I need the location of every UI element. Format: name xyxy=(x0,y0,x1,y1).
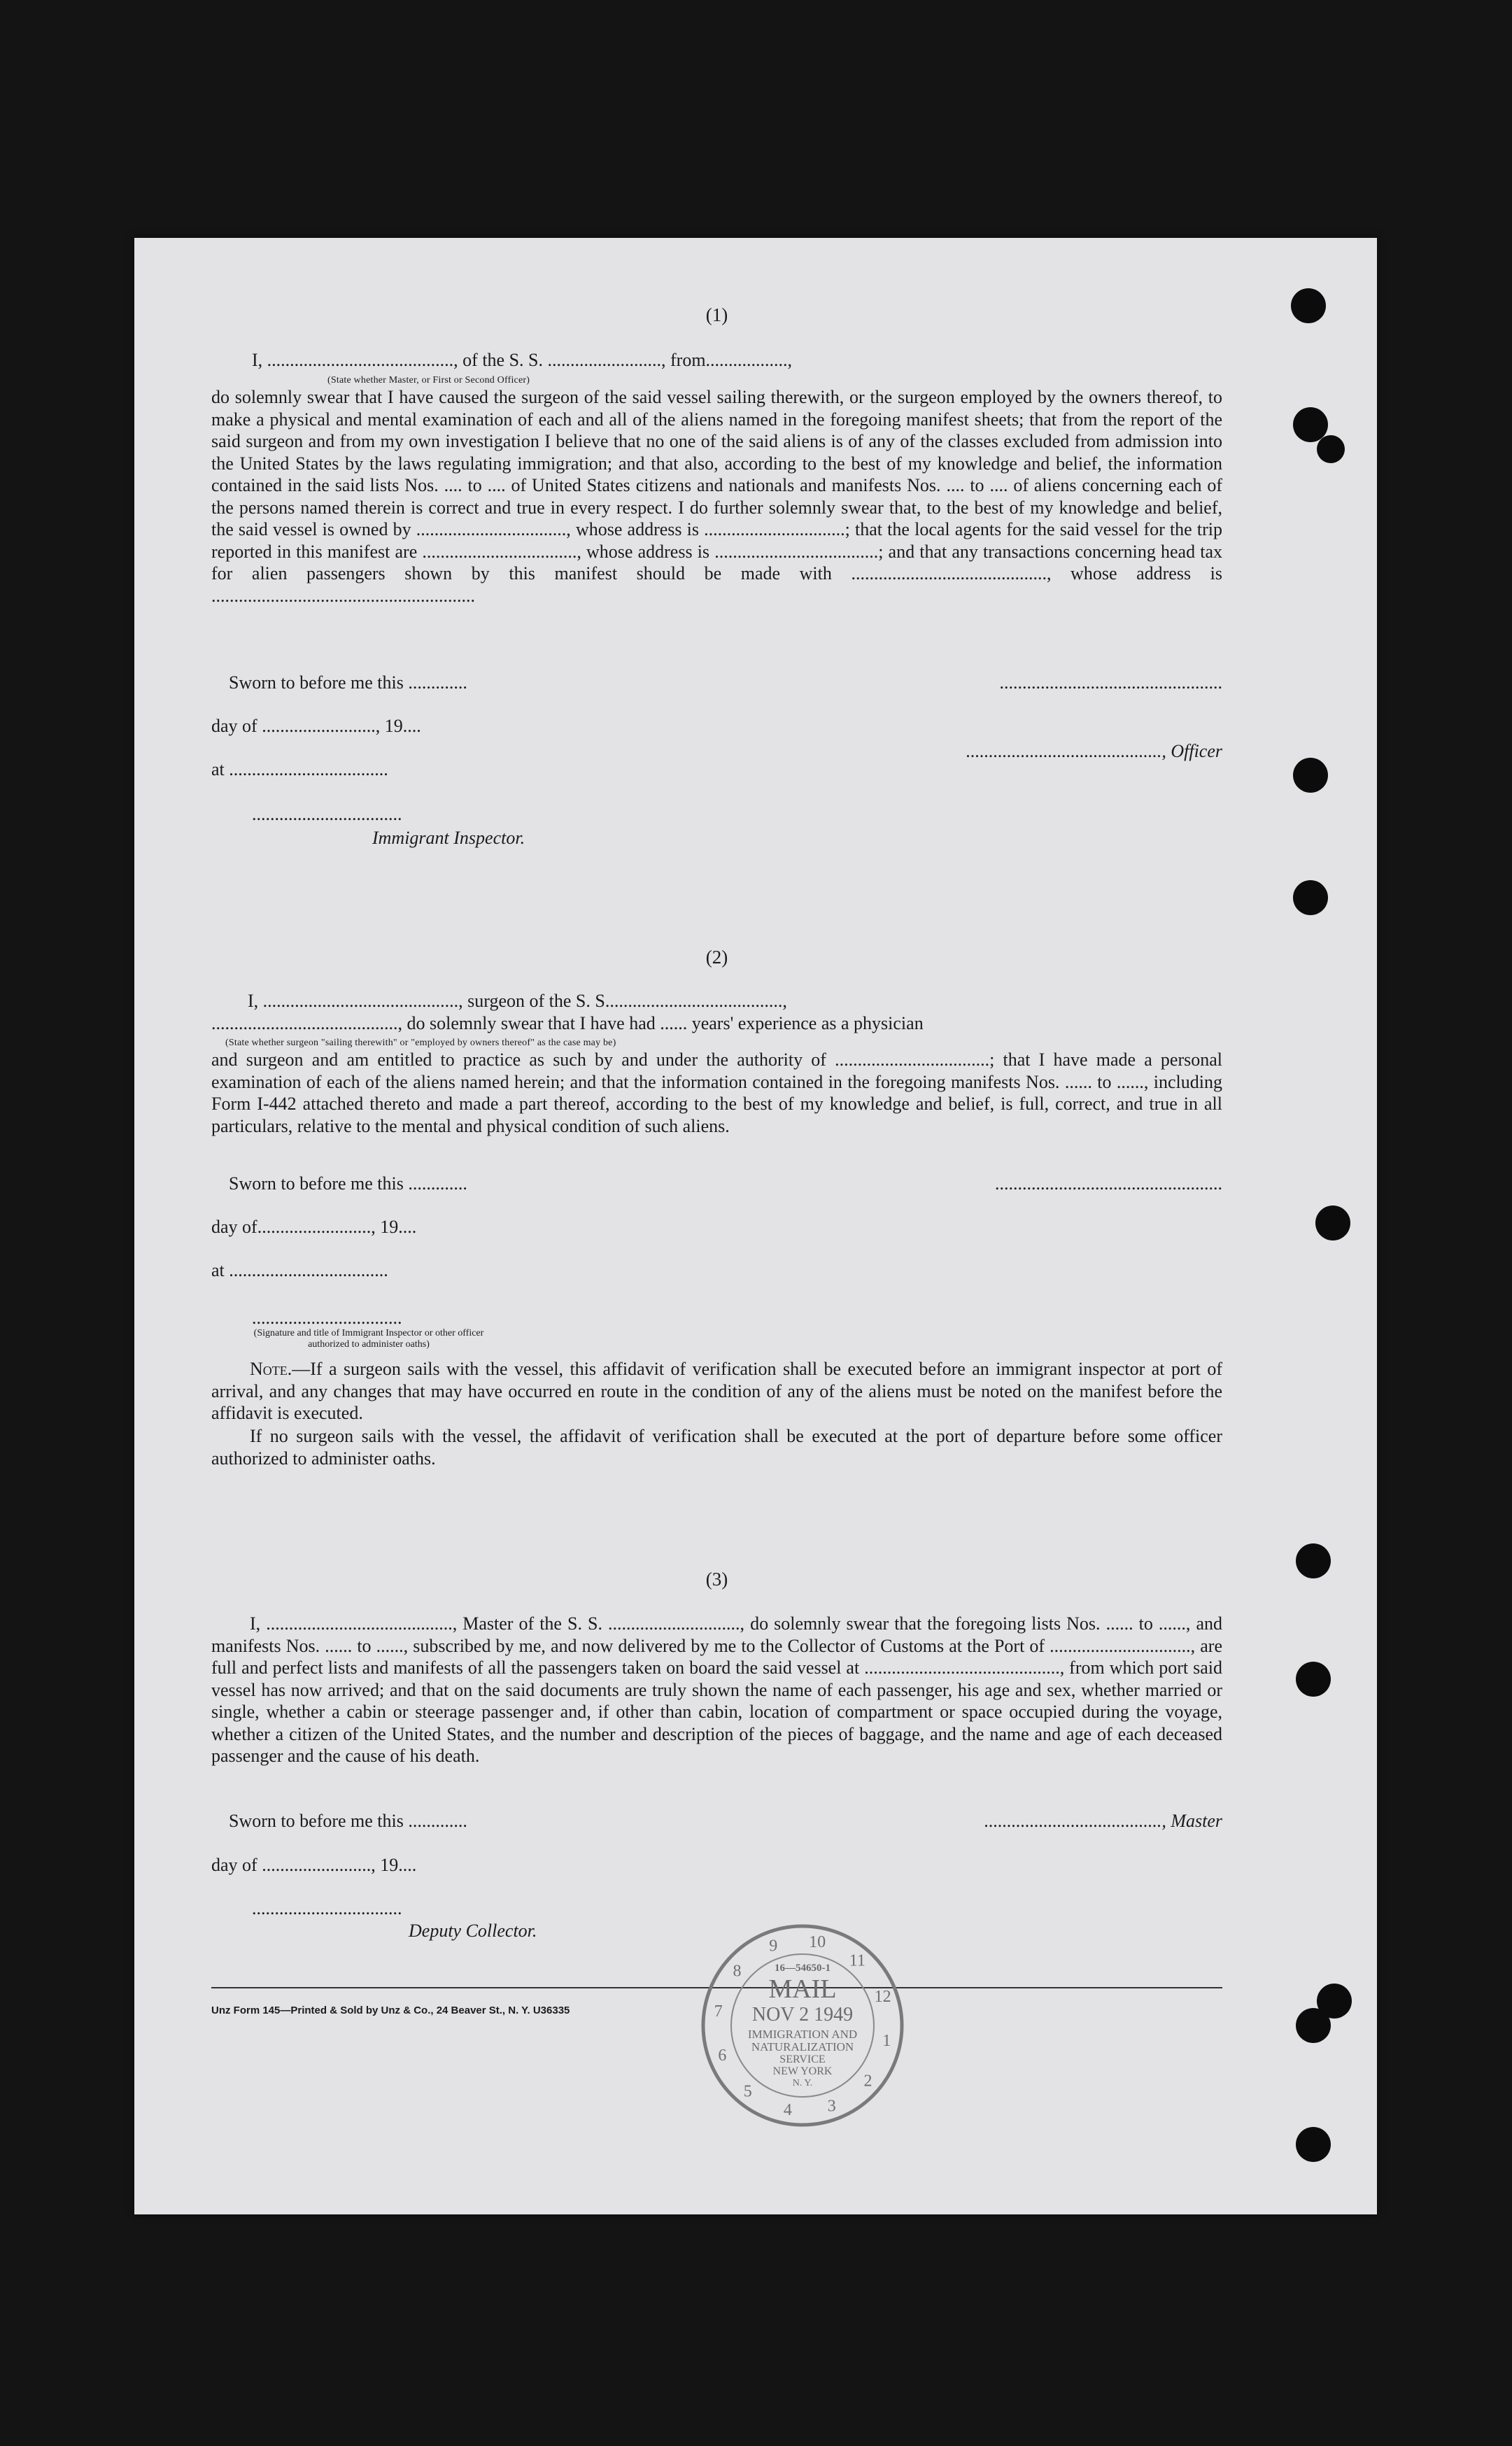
section-2-note-second: If no surgeon sails with the vessel, the affidavit of verification shall be executed at the port of departure before some officer authorized to administer oaths. xyxy=(211,1426,1222,1469)
section-1-number: (1) xyxy=(705,304,728,325)
stamp-digit: 6 xyxy=(718,2046,727,2065)
section-2-experience-line: ........................................., do solemnly swear that I have had ...... years' experience as a physician xyxy=(211,1013,924,1033)
section-2-sworn-signature: .................................................. xyxy=(995,1173,1222,1194)
stamp-line-5: N. Y. xyxy=(792,2078,813,2088)
stamp-digit: 4 xyxy=(783,2101,792,2120)
section-1-sworn-signature: ................................................. xyxy=(999,672,1222,693)
stamp-digit: 8 xyxy=(733,1962,742,1981)
section-2-note xyxy=(211,1358,1222,1425)
section-2-surgeon-line: I, ..........................................., surgeon of the S. S......................................., xyxy=(248,991,787,1011)
section-3-collector-signature: ................................. xyxy=(252,1898,402,1918)
section-3-sworn: Sworn to before me this ............. xyxy=(229,1811,467,1831)
stamp-digit: 5 xyxy=(743,2082,752,2101)
section-2-day: day of........................., 19.... xyxy=(211,1217,417,1237)
stamp-digit: 11 xyxy=(849,1951,865,1970)
stamp-digit: 9 xyxy=(769,1937,778,1956)
mail-received-stamp xyxy=(698,1921,907,2130)
stamp-digit: 7 xyxy=(714,2002,723,2021)
punch-hole xyxy=(1296,2127,1331,2162)
stamp-digit: 2 xyxy=(863,2072,872,2091)
stamp-title: MAIL xyxy=(768,1974,837,2004)
section-2-number: (2) xyxy=(705,947,728,968)
stamp-line-4: NEW YORK xyxy=(772,2065,833,2077)
punch-hole xyxy=(1296,1662,1331,1697)
stamp-line-2: NATURALIZATION xyxy=(751,2040,854,2053)
section-1-inspector-signature: ................................. xyxy=(252,804,402,824)
section-1-at: at ................................... xyxy=(211,759,388,779)
section-3-number: (3) xyxy=(705,1569,728,1590)
section-3-collector-label: Deputy Collector. xyxy=(409,1921,537,1941)
section-1-declarant-note: (State whether Master, or First or Second Officer) xyxy=(327,375,530,386)
stamp-date: NOV 2 1949 xyxy=(751,2004,854,2026)
punch-hole xyxy=(1291,288,1326,323)
stamp-line-3: SERVICE xyxy=(779,2053,826,2065)
footer-imprint: Unz Form 145—Printed & Sold by Unz & Co., 24 Beaver St., N. Y. U36335 xyxy=(211,2005,570,2016)
section-1-officer: ..........................................., Officer xyxy=(966,741,1222,761)
section-2-sworn: Sworn to before me this ............. xyxy=(229,1173,467,1194)
section-1-inspector-label: Immigrant Inspector. xyxy=(372,828,525,848)
section-1-declarant-line: I, ........................................., of the S. S. ........................., from.................., xyxy=(252,350,793,370)
section-3-day: day of ........................, 19.... xyxy=(211,1855,417,1875)
punch-hole xyxy=(1293,880,1328,915)
punch-hole xyxy=(1315,1206,1350,1240)
section-2-signature-dots: ................................. xyxy=(252,1308,402,1328)
section-2-signature-note: (Signature and title of Immigrant Inspector or other officer authorized to administer oaths) xyxy=(253,1328,484,1350)
stamp-outer-ring xyxy=(703,1926,902,2125)
punch-hole xyxy=(1296,2008,1331,2043)
punch-hole xyxy=(1296,1543,1331,1578)
stamp-digit: 12 xyxy=(874,1988,891,2007)
note-text: —If a surgeon sails with the vessel, this affidavit of verification shall be executed before an immigrant inspector at port of arrival, and any changes that may have occurred en route in the condition of any of the aliens must be noted on the manifest before the affidavit is executed. xyxy=(211,1359,1222,1423)
section-3-body: I, ........................................., Master of the S. S. ............................., do solemnly swear that the foregoing lists Nos. ...... to ......, and manifests Nos. ...... to ......, subscribed by me, and now delivered by me to the Collector of Customs at the Port of ..............................., are full and perfect lists and manifests of all the passengers taken on board the said vessel at ..........................................., from which port said vessel has now arrived; and that on the said documents are truly shown the name of each passenger, his age and sex, whether married or single, whether a cabin or steerage passenger and, if other than cabin, location of compartment or space occupied during the voyage, whether a citizen of the United States, and the number and description of the pieces of baggage, and the name and age of each deceased passenger and the cause of his death. xyxy=(211,1613,1222,1766)
section-2-body: and surgeon and am entitled to practice as such by and under the authority of ..................................; that I have made a personal examination of each of the aliens named herein; and that the information contained in the foregoing manifests Nos. ...... to ......, including Form I-442 attached thereto and made a part thereof, according to the best of my knowledge and belief, is full, correct, and true in all particulars, relative to the mental and physical condition of such aliens. xyxy=(211,1049,1222,1136)
manifest-page xyxy=(134,238,1377,2214)
section-2-at: at ................................... xyxy=(211,1260,388,1280)
punch-hole xyxy=(1293,758,1328,793)
stamp-digit: 3 xyxy=(827,2097,836,2116)
stamp-digit: 1 xyxy=(882,2032,891,2051)
punch-hole xyxy=(1317,435,1345,463)
section-2-surgeon-note: (State whether surgeon "sailing therewith" or "employed by owners thereof" as the case may be) xyxy=(225,1038,616,1048)
section-1-body: do solemnly swear that I have caused the surgeon of the said vessel sailing therewith, or the surgeon employed by the owners thereof, to make a physical and mental examination of each and all of the aliens named in the foregoing manifest sheets; that from the report of the said surgeon and from my own investigation I believe that no one of the said aliens is of any of the classes excluded from admission into the United States by the laws regulating immigration; and that also, according to the best of my knowledge and belief, the information contained in the said lists Nos. .... to .... of United States citizens and nationals and manifests Nos. .... to .... of aliens concerning each of the persons named therein is correct and true in every respect. I do further solemnly swear that, to the best of my knowledge and belief, the said vessel is owned by ................................., whose address is ...............................; that the local agents for the said vessel for the trip reported in this manifest are .................................., whose address is ....................................; and that any transactions concerning head tax for alien passengers shown by this manifest should be made with ..........................................., whose address is .......................................................... xyxy=(211,387,1222,606)
note-label: Note. xyxy=(250,1359,292,1379)
stamp-digit: 10 xyxy=(809,1932,826,1951)
stamp-line-1: IMMIGRATION AND xyxy=(747,2028,858,2041)
section-1-sworn: Sworn to before me this ............. xyxy=(229,672,467,693)
stamp-form-number: 16—54650-1 xyxy=(775,1963,831,1974)
section-3-master: ......................................., Master xyxy=(984,1811,1222,1831)
section-1-day: day of ........................., 19.... xyxy=(211,716,421,736)
stamp-clock-digits xyxy=(714,1933,891,2119)
